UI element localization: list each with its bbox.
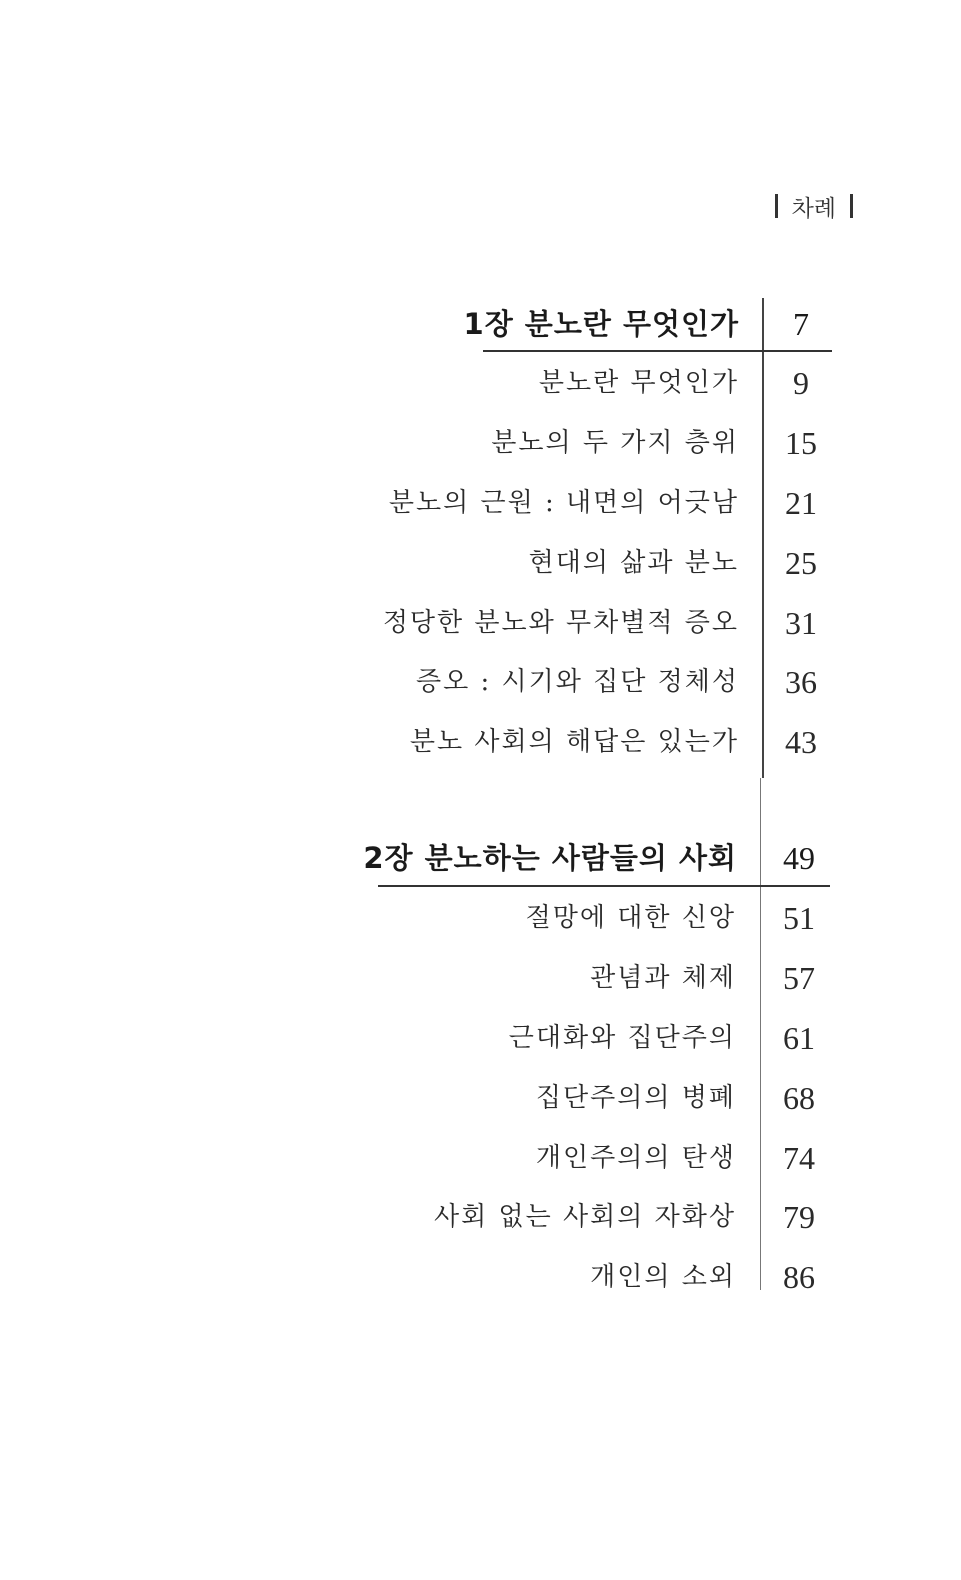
toc-entry[interactable] (0, 539, 961, 587)
section-title: 분노 사회의 해답은 있는가 (409, 727, 739, 757)
toc-entry[interactable] (0, 954, 961, 1002)
toc-entry[interactable] (0, 1193, 961, 1241)
toc-entry[interactable] (0, 1014, 961, 1062)
section-title: 증오 : 시기와 집단 정체성 (416, 667, 739, 697)
chapter-1-entry[interactable] (0, 300, 961, 348)
header-right-bar (850, 194, 853, 218)
header-left-bar (775, 194, 778, 218)
section-title: 절망에 대한 신앙 (525, 903, 736, 933)
section-page-number: 21 (785, 485, 817, 521)
toc-header (775, 186, 853, 226)
section-title: 분노란 무엇인가 (538, 368, 739, 398)
section-title: 분노의 두 가지 층위 (491, 428, 739, 458)
chapter-2-rule (378, 885, 830, 887)
toc-entry[interactable] (0, 894, 961, 942)
section-page-number: 74 (783, 1140, 815, 1176)
toc-entry[interactable] (0, 718, 961, 766)
section-title: 정당한 분노와 무차별적 증오 (382, 608, 739, 638)
section-page-number: 68 (783, 1080, 815, 1116)
section-title: 사회 없는 사회의 자화상 (434, 1202, 736, 1232)
section-page-number: 79 (783, 1199, 815, 1235)
toc-entry[interactable] (0, 658, 961, 706)
section-page-number: 31 (785, 605, 817, 641)
chapter-title: 2장 분노하는 사람들의 사회 (363, 841, 737, 875)
section-page-number: 25 (785, 545, 817, 581)
toc-entry[interactable] (0, 1134, 961, 1182)
section-title: 관념과 체제 (590, 963, 736, 993)
section-page-number: 36 (785, 664, 817, 700)
section-page-number: 9 (793, 365, 809, 401)
section-page-number: 61 (783, 1020, 815, 1056)
toc-entry[interactable] (0, 599, 961, 647)
section-page-number: 57 (783, 960, 815, 996)
section-title: 근대화와 집단주의 (508, 1023, 736, 1053)
chapter-page-number: 49 (783, 840, 815, 876)
toc-entry[interactable] (0, 1074, 961, 1122)
chapter-title: 1장 분노란 무엇인가 (463, 307, 739, 341)
chapter-2-entry[interactable] (0, 834, 961, 882)
section-title: 개인의 소외 (590, 1262, 736, 1292)
toc-heading: 차례 (791, 195, 836, 222)
section-page-number: 15 (785, 425, 817, 461)
section-title: 개인주의의 탄생 (535, 1143, 736, 1173)
section-title: 분노의 근원 : 내면의 어긋남 (388, 488, 739, 518)
toc-entry[interactable] (0, 419, 961, 467)
toc-entry[interactable] (0, 1253, 961, 1301)
toc-entry[interactable] (0, 359, 961, 407)
section-page-number: 86 (783, 1259, 815, 1295)
chapter-page-number: 7 (793, 306, 809, 342)
section-title: 집단주의의 병폐 (535, 1083, 736, 1113)
section-page-number: 43 (785, 724, 817, 760)
section-page-number: 51 (783, 900, 815, 936)
chapter-1-rule (483, 350, 832, 352)
toc-entry[interactable] (0, 479, 961, 527)
section-title: 현대의 삶과 분노 (528, 548, 739, 578)
